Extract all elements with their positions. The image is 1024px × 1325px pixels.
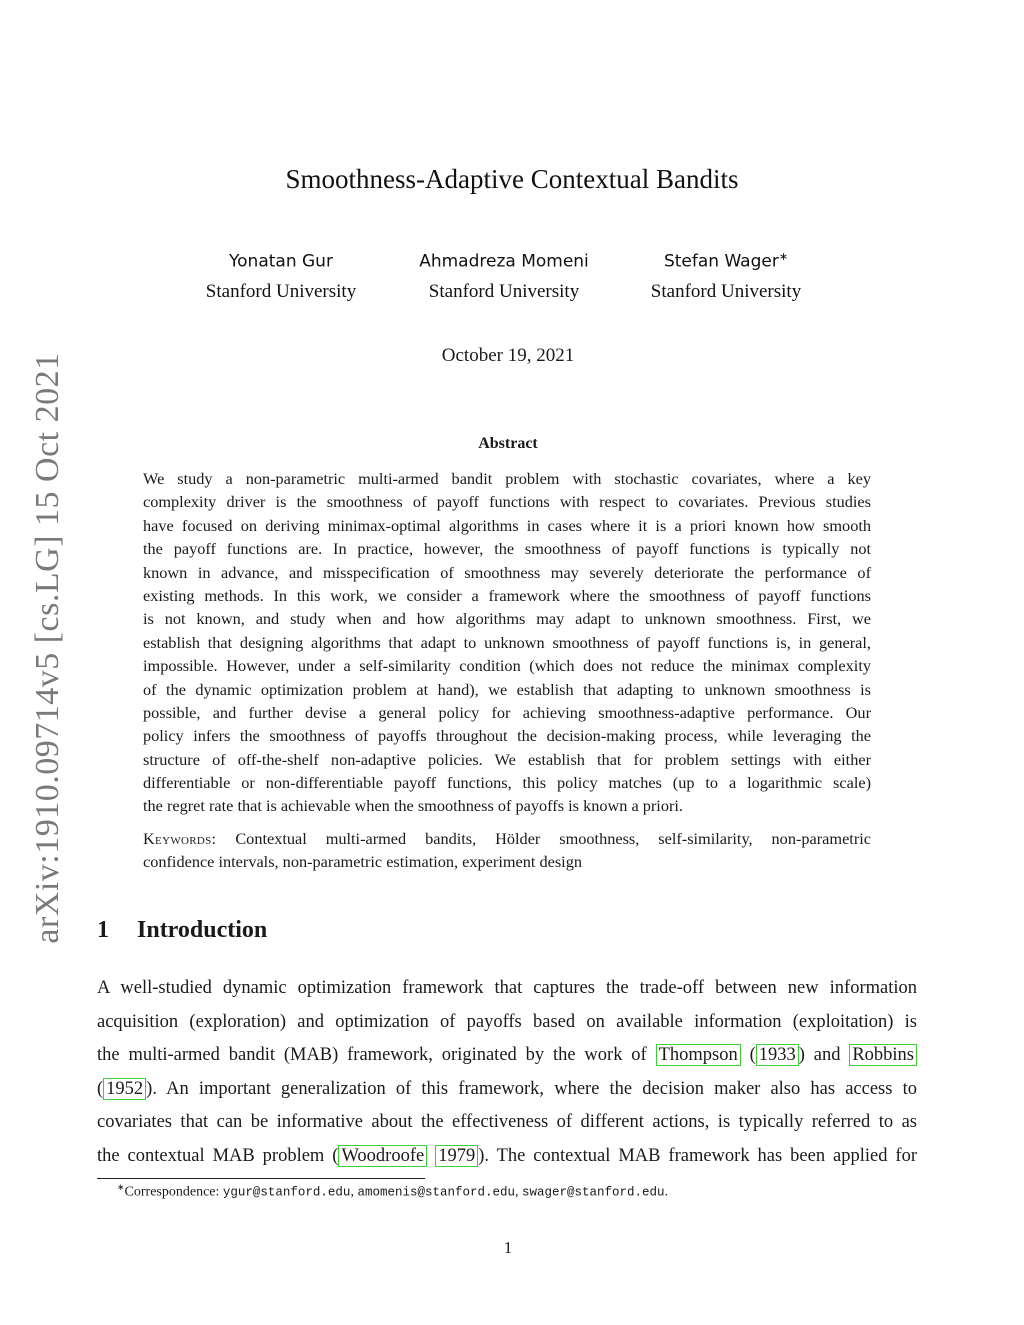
citation-link-woodroofe[interactable]: Woodroofe bbox=[338, 1145, 427, 1167]
section-number: 1 bbox=[97, 917, 109, 943]
keywords-label: Keywords: bbox=[143, 829, 217, 848]
footnote-marker: ∗ bbox=[117, 1182, 125, 1192]
abstract-line: the payoff functions are. In practice, however, the smoothness of payoff functions is typically not bbox=[143, 539, 871, 559]
citation-link-woodroofe-year[interactable]: 1979 bbox=[435, 1145, 478, 1167]
abstract-body bbox=[143, 467, 871, 818]
section-title: Introduction bbox=[137, 917, 268, 943]
abstract-line: known in advance, and misspecification of smoothness may severely deteriorate the performance of bbox=[143, 562, 871, 582]
paper-title: Smoothness-Adaptive Contextual Bandits bbox=[285, 164, 739, 194]
abstract-line: is not known, and study when and how algorithms may adapt to unknown smoothness. First, we bbox=[143, 609, 871, 629]
author-name: Ahmadreza Momeni bbox=[419, 251, 589, 272]
abstract-line: of the dynamic optimization problem at hand), we establish that adapting to unknown smoothness is bbox=[143, 679, 871, 699]
citation-link-robbins-year[interactable]: 1952 bbox=[103, 1078, 146, 1100]
footnote-marker: ∗ bbox=[778, 250, 789, 263]
keywords-line: confidence intervals, non-parametric estimation, experiment design bbox=[143, 852, 582, 872]
keywords-block bbox=[143, 827, 871, 874]
email-link[interactable]: amomenis@stanford.edu bbox=[357, 1185, 515, 1200]
author-name: Yonatan Gur bbox=[229, 251, 333, 272]
introduction-body bbox=[97, 972, 917, 1174]
footnote-divider bbox=[97, 1178, 425, 1179]
body-line: A well-studied dynamic optimization framework that captures the trade-off between new information bbox=[97, 978, 917, 998]
abstract-line: have focused on deriving minimax-optimal algorithms in cases where it is a priori known how smooth bbox=[143, 515, 871, 535]
abstract-heading: Abstract bbox=[478, 435, 538, 452]
abstract-line: establish that designing algorithms that adapt to unknown smoothness of payoff functions is, in general, bbox=[143, 632, 871, 652]
body-line: the contextual MAB problem ( Woodroofe 1979 ). The contextual MAB framework has been applied for bbox=[97, 1145, 917, 1166]
body-line: covariates that can be informative about the effectiveness of different actions, is typically referred to as bbox=[97, 1112, 917, 1133]
email-link[interactable]: ygur@stanford.edu bbox=[222, 1185, 351, 1200]
page-number: 1 bbox=[503, 1238, 513, 1257]
email-link[interactable]: swager@stanford.edu bbox=[521, 1185, 665, 1200]
abstract-line: possible, and further devise a general policy for achieving smoothness-adaptive performance. Our bbox=[143, 702, 871, 722]
abstract-line: differentiable or non-differentiable payoff functions, this policy matches (up to a logarithmic scale) bbox=[143, 773, 871, 793]
body-line: acquisition (exploration) and optimization of payoffs based on available information (exploitation) is bbox=[97, 1011, 917, 1032]
arxiv-identifier-text: arXiv:1910.09714v5 [cs.LG] 15 Oct 2021 bbox=[29, 352, 66, 944]
footnote: ∗Correspondence: ygur@stanford.edu, amomenis@stanford.edu, swager@stanford.edu. bbox=[117, 1182, 668, 1200]
author-affiliation: Stanford University bbox=[650, 280, 802, 302]
abstract-line: policy infers the smoothness of payoffs throughout the decision-making process, while leveraging the bbox=[143, 726, 871, 746]
citation-link-thompson[interactable]: Thompson bbox=[656, 1044, 741, 1066]
abstract-line: complexity driver is the smoothness of payoff functions with respect to covariates. Previous studies bbox=[143, 492, 871, 512]
citation-link-robbins[interactable]: Robbins bbox=[849, 1044, 917, 1066]
abstract-line: structure of off-the-shelf non-adaptive policies. We establish that for problem settings with either bbox=[143, 749, 871, 769]
body-line: the multi-armed bandit (MAB) framework, originated by the work of Thompson ( 1933 ) and Robbins bbox=[97, 1039, 917, 1073]
keywords-line: Keywords: Contextual multi-armed bandits, Hölder smoothness, self-similarity, non-parametric bbox=[143, 829, 871, 848]
author-block bbox=[171, 246, 391, 303]
body-line: ( 1952 ). An important generalization of this framework, where the decision maker also has access to bbox=[97, 1078, 917, 1099]
author-affiliation: Stanford University bbox=[428, 280, 580, 302]
abstract-line: We study a non-parametric multi-armed bandit problem with stochastic covariates, where a key bbox=[143, 469, 871, 488]
author-name: Stefan Wager∗ bbox=[663, 250, 789, 272]
abstract-line: existing methods. In this work, we consider a framework where the smoothness of payoff functions bbox=[143, 585, 871, 605]
footnote-label: Correspondence: bbox=[124, 1184, 220, 1200]
abstract-line: the regret rate that is achievable when the smoothness of payoffs is known a priori. bbox=[143, 796, 683, 816]
section-heading bbox=[97, 917, 267, 944]
author-block bbox=[394, 246, 614, 303]
publication-date: October 19, 2021 bbox=[441, 345, 575, 366]
author-block bbox=[616, 246, 836, 303]
abstract-line: impossible. However, under a self-similarity condition (which does not reduce the minimax complexity bbox=[143, 656, 871, 676]
author-affiliation: Stanford University bbox=[205, 280, 357, 302]
citation-link-thompson-year[interactable]: 1933 bbox=[756, 1044, 799, 1066]
